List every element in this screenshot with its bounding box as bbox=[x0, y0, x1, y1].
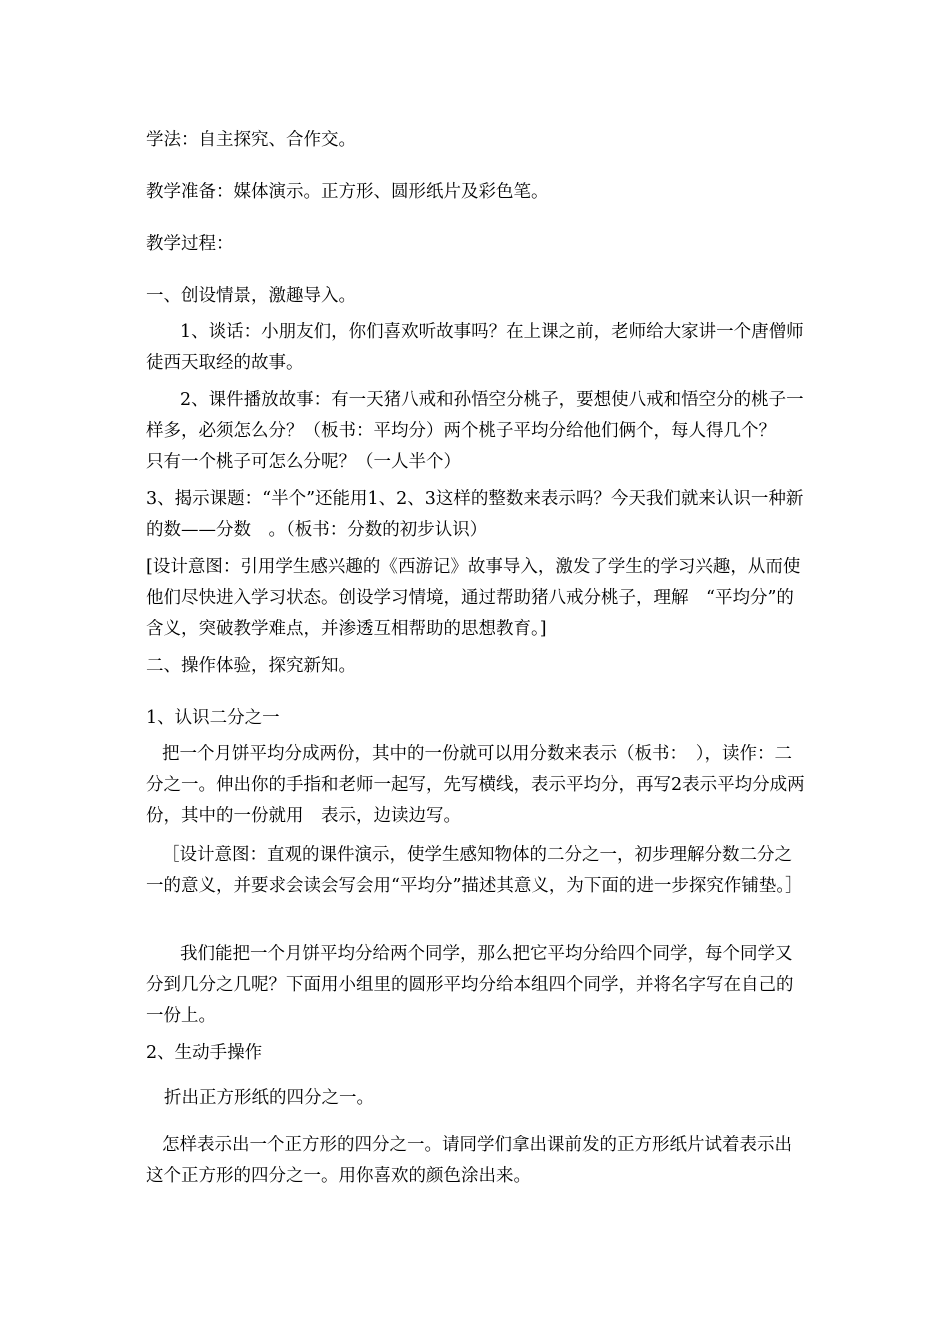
paragraph-story: 2、课件播放故事：有一天猪八戒和孙悟空分桃子，要想使八戒和悟空分的桃子一样多，必须怎么分？（板书：平均分）两个桃子平均分给他们俩个，每人得几个？ 只有一个桃子可怎么分呢？（一人半个） bbox=[146, 390, 804, 472]
paragraph-design-intent-1: [设计意图：引用学生感兴趣的《西游记》故事导入，激发了学生的学习兴趣，从而使他们尽快进入学习状态。创设学习情境，通过帮助猪八戒分桃子，理解 “平均分”的含义，突破教学难点，并渗透互相帮助的思想教育。] bbox=[146, 557, 801, 639]
section-heading-1: 一、创设情景，激趣导入。 bbox=[146, 286, 356, 306]
paragraph-quarter-square: 怎样表示出一个正方形的四分之一。请同学们拿出课前发的正方形纸片试着表示出这个正方形的四分之一。用你喜欢的颜色涂出来。 bbox=[146, 1135, 792, 1186]
paragraph-one-half: 把一个月饼平均分成两份，其中的一份就可以用分数来表示（板书： ），读作：二分之一。伸出你的手指和老师一起写，先写横线，表示平均分，再写2表示平均分成两份，其中的一份就用 表示，边读边写。 bbox=[146, 744, 805, 826]
subheading-hands-on: 2、生动手操作 bbox=[146, 1043, 263, 1063]
section-heading-2: 二、操作体验，探究新知。 bbox=[146, 656, 356, 676]
paragraph-four-students: 我们能把一个月饼平均分给两个同学，那么把它平均分给四个同学，每个同学又分到几分之几呢？下面用小组里的圆形平均分给本组四个同学，并将名字写在自己的一份上。 bbox=[146, 944, 794, 1026]
paragraph-design-intent-2: ［设计意图：直观的课件演示，使学生感知物体的二分之一，初步理解分数二分之一的意义，并要求会读会写会用“平均分”描述其意义，为下面的进一步探究作铺垫。］ bbox=[146, 845, 803, 896]
paragraph-conversation: 1、谈话：小朋友们，你们喜欢听故事吗？在上课之前，老师给大家讲一个唐僧师徒西天取经的故事。 bbox=[146, 322, 804, 373]
paragraph-teaching-process: 教学过程： bbox=[146, 234, 234, 254]
paragraph-learning-method: 学法：自主探究、合作交。 bbox=[146, 130, 356, 150]
paragraph-reveal-topic: 3、揭示课题：“半个”还能用1、2、3这样的整数来表示吗？今天我们就来认识一种新的数——分数 。（板书：分数的初步认识） bbox=[146, 489, 804, 540]
paragraph-fold-square: 折出正方形纸的四分之一。 bbox=[164, 1088, 374, 1108]
subheading-one-half: 1、认识二分之一 bbox=[146, 708, 280, 728]
paragraph-teaching-preparation: 教学准备：媒体演示。正方形、圆形纸片及彩色笔。 bbox=[146, 182, 549, 202]
